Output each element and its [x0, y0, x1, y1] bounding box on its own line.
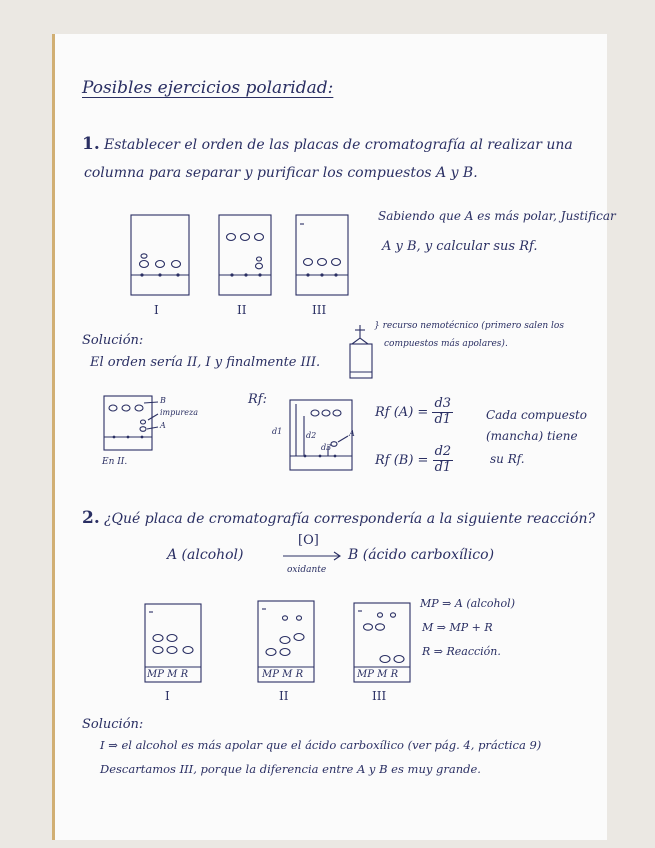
- ex2-plate-3-spot: [391, 613, 396, 617]
- rf-spot: [333, 410, 341, 416]
- plate-en-ii-spot: [122, 405, 130, 411]
- rf-comment-line2: (mancha) tiene: [486, 429, 578, 443]
- rf-b-formula: [375, 445, 453, 476]
- plate-3-origin-dot: [334, 273, 337, 276]
- label-impurity: impureza: [160, 408, 198, 417]
- reaction-oxidant-top: [O]: [298, 533, 319, 548]
- mnemonic-line2: compuestos más apolares).: [384, 339, 508, 349]
- rf-a-formula: [375, 397, 453, 428]
- ex2-plate-3-spot: [380, 656, 390, 663]
- rf-spot: [311, 410, 319, 416]
- plate-en-ii-spot-a: [140, 427, 146, 432]
- rf-diagram-d1: d1: [272, 427, 283, 436]
- reaction-reactant: A (alcohol): [167, 547, 244, 563]
- plate-2-spot: [241, 234, 250, 241]
- rf-a-label: Rf (A) =: [375, 404, 429, 420]
- plate-3: [296, 215, 348, 295]
- ex2-plate-2-spot: [283, 616, 288, 620]
- ex2-plate-3-spot: [364, 624, 373, 630]
- exercise-1-solution-label: Solución:: [82, 333, 144, 348]
- rf-diagram-d3: d3: [321, 443, 332, 452]
- mnemonic-line1: } recurso nemotécnico (primero salen los: [374, 321, 564, 331]
- exercise-1-line1: Establecer el orden de las placas de cromatografía al realizar una: [104, 137, 573, 153]
- rf-comment-line1: Cada compuesto: [486, 408, 588, 422]
- plate-en-ii-spot: [135, 405, 143, 411]
- plate-3-origin-dot: [306, 273, 309, 276]
- plate-1-spot: [156, 261, 165, 268]
- plate-en-ii-dot: [113, 436, 116, 439]
- ex2-plate-2-lanes: MP M R: [262, 669, 304, 680]
- ex2-plate-3-spot: [376, 624, 385, 630]
- ex2-plate-3-lanes: MP M R: [357, 669, 399, 680]
- plate-1-origin-dot: [140, 273, 143, 276]
- plate-label-2: II: [237, 303, 247, 317]
- rf-spot: [322, 410, 330, 416]
- exercise-2-solution-line2: Descartamos III, porque la diferencia entre A y B es muy grande.: [100, 762, 481, 776]
- exercise-2-solution-line1: I ⇒ el alcohol es más apolar que el ácido carboxílico (ver pág. 4, práctica 9): [100, 738, 542, 752]
- rf-spot-a: [331, 442, 337, 447]
- plate-3-spot: [318, 259, 327, 266]
- plate-2-origin-dot: [230, 273, 233, 276]
- rf-label: Rf:: [248, 392, 267, 407]
- ex2-plate-3-spot: [394, 656, 404, 663]
- rf-a-fraction: [432, 397, 453, 428]
- plate-2-origin-dot: [244, 273, 247, 276]
- rf-dot: [319, 455, 322, 458]
- column-top: [352, 338, 368, 344]
- ex2-plate-2-spot: [297, 616, 302, 620]
- exercise-2-question: ¿Qué placa de cromatografía correspondería a la siguiente reacción?: [104, 511, 595, 527]
- label-b: B: [160, 396, 166, 405]
- ex2-plate-2-spot: [294, 634, 304, 641]
- plate-1-spot: [172, 261, 181, 268]
- exercise-2-solution-label: Solución:: [82, 717, 144, 732]
- plate-1-origin-dot: [158, 273, 161, 276]
- rf-b-numerator: d2: [434, 444, 452, 459]
- page-title: Posibles ejercicios polaridad:: [82, 78, 334, 98]
- rf-diagram-a: A: [349, 429, 355, 438]
- ex2-plate-1-spot: [153, 647, 163, 654]
- pointer-impurity: [148, 414, 158, 420]
- label-en-ii: En II.: [102, 457, 128, 467]
- exercise-1-number: 1.: [82, 134, 100, 154]
- plate-label-1: I: [154, 303, 159, 317]
- legend-mp: MP ⇒ A (alcohol): [420, 597, 515, 610]
- rf-diagram-d2: d2: [306, 431, 317, 440]
- plate-en-ii-dot: [127, 436, 130, 439]
- plate-en-ii-spot: [109, 405, 117, 411]
- ex2-plate-3-spot: [378, 613, 383, 617]
- plate-1: [131, 215, 189, 295]
- ex2-plate-label-3: III: [372, 689, 387, 703]
- label-a: A: [160, 421, 166, 430]
- ex2-plate-1-spot: [183, 647, 193, 654]
- ex2-plate-2-spot: [280, 637, 290, 644]
- rf-b-denominator: d1: [434, 459, 452, 475]
- plate-1-spot-small: [141, 254, 147, 258]
- exercise-1-line2: columna para separar y purificar los compuestos A y B.: [84, 165, 478, 181]
- plate-2-spot: [255, 234, 264, 241]
- exercise-1-answer: El orden sería II, I y finalmente III.: [90, 355, 321, 370]
- plate-3-spot: [304, 259, 313, 266]
- ex2-plate-2-spot: [280, 649, 290, 656]
- ex2-plate-label-2: II: [279, 689, 289, 703]
- exercise-1-note-line2: A y B, y calcular sus Rf.: [382, 239, 538, 254]
- plate-label-3: III: [312, 303, 327, 317]
- plate-2-spot-low: [256, 263, 263, 269]
- rf-comment-line3: su Rf.: [490, 452, 525, 466]
- ex2-plate-2-spot: [266, 649, 276, 656]
- column-body: [350, 344, 372, 378]
- rf-dot: [334, 455, 337, 458]
- rf-a-denominator: d1: [434, 411, 452, 427]
- legend-m: M ⇒ MP + R: [422, 621, 493, 634]
- exercise-1-note-line1: Sabiendo que A es más polar, Justificar: [378, 209, 616, 223]
- rf-pointer-a: [338, 436, 348, 442]
- rf-plate: [290, 400, 352, 470]
- legend-r: R ⇒ Reacción.: [422, 645, 501, 658]
- plate-en-ii-dot: [141, 436, 144, 439]
- ex2-plate-label-1: I: [165, 689, 170, 703]
- plate-en-ii-impurity: [141, 420, 146, 424]
- plate-2: [219, 215, 271, 295]
- ex2-plate-1-spot: [153, 635, 163, 642]
- ex2-plate-1-spot: [167, 635, 177, 642]
- exercise-2-number: 2.: [82, 508, 100, 528]
- plate-3-spot: [332, 259, 341, 266]
- rf-b-fraction: [433, 445, 454, 476]
- plate-1-origin-dot: [176, 273, 179, 276]
- ex2-plate-1-spot: [167, 647, 177, 654]
- plate-2-spot: [227, 234, 236, 241]
- pointer-b: [144, 402, 158, 403]
- reaction-product: B (ácido carboxílico): [348, 547, 495, 563]
- plate-2-origin-dot: [258, 273, 261, 276]
- plate-2-spot-small: [257, 257, 262, 261]
- plate-3-origin-dot: [320, 273, 323, 276]
- reaction-oxidant-bottom: oxidante: [287, 565, 327, 575]
- rf-b-label: Rf (B) =: [375, 452, 429, 468]
- plate-1-spot: [140, 261, 149, 268]
- ex2-plate-1-lanes: MP M R: [147, 669, 189, 680]
- rf-a-numerator: d3: [434, 396, 452, 411]
